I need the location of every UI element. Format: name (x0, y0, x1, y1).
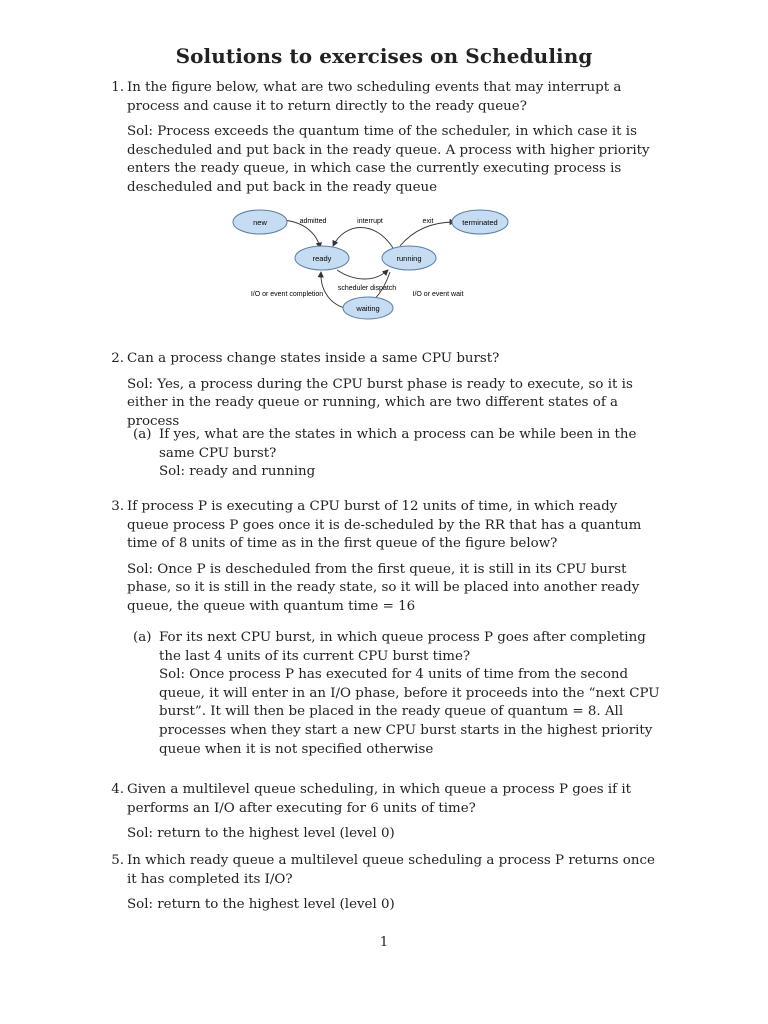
state-label: terminated (462, 218, 498, 227)
state-label: waiting (356, 304, 380, 313)
edge-label-io-completion: I/O or event completion (250, 291, 324, 298)
edge-label-interrupt: interrupt (357, 218, 383, 225)
exercise-number: 4. (111, 782, 124, 797)
subpart-question: If yes, what are the states in which a process can be while been in the same CPU burst? (159, 427, 637, 461)
state-label: new (253, 218, 267, 227)
exercise-solution: Sol: return to the highest level (level 0) (127, 897, 395, 913)
edge-label-admitted: admitted (299, 218, 327, 225)
subpart-solution: Sol: Once process P has executed for 4 units of time from the second queue, it will enter in an I/O phase, before it proceeds into the “next CPU burst”. It will then be placed in the ready queue of quantum = 8. All processes when they start a new CPU burst starts in the highest priority queue when it is not specified otherwise (159, 667, 660, 757)
exercise-solution: Sol: Process exceeds the quantum time of the scheduler, in which case it is descheduled and put back in the ready queue. A process with higher priority enters the ready queue, in which case the currently executing process is descheduled and put back in the ready queue (127, 124, 650, 195)
exercise-question: Can a process change states inside a same CPU burst? (127, 351, 500, 366)
exercise-solution: Sol: Once P is descheduled from the first queue, it is still in its CPU burst phase, so it is still in the ready state, so it will be placed into another ready queue, the queue with quantum time = 16 (127, 561, 640, 614)
state-ready (295, 246, 349, 270)
exercise-question: If process P is executing a CPU burst of 12 units of time, in which ready queue process P goes once it is de-scheduled by the RR that has a quantum time of 8 units of time as in the first queue of the figure below? (127, 499, 642, 552)
edge-label-exit: exit (422, 218, 434, 225)
exercise-number: 5. (111, 853, 124, 868)
state-new (233, 210, 287, 234)
page-number: 1 (379, 935, 389, 950)
subpart-solution: Sol: ready and running (159, 464, 316, 480)
subpart-question: For its next CPU burst, in which queue process P goes after completing the last 4 units of its current CPU burst time? (159, 630, 646, 664)
state-label: ready (312, 254, 332, 263)
edge-interrupt (333, 228, 393, 249)
exercise-number: 2. (111, 351, 124, 366)
exercise-question: In which ready queue a multilevel queue scheduling a process P returns once it has completed its I/O? (127, 853, 655, 887)
exercise-question: In the figure below, what are two scheduling events that may interrupt a process and cause it to return directly to the ready queue? (127, 80, 622, 114)
state-terminated (452, 210, 508, 234)
edge-label-dispatch: scheduler dispatch (337, 285, 397, 292)
subpart-label: (a) (133, 630, 152, 645)
exercise-number: 1. (111, 80, 124, 95)
exercise-number: 3. (111, 499, 124, 514)
state-running (382, 246, 436, 270)
exercise-solution: Sol: Yes, a process during the CPU burst phase is ready to execute, so it is either in the ready queue or running, which are two different states of a process (127, 376, 633, 429)
subpart-label: (a) (133, 427, 152, 442)
edge-exit (400, 222, 455, 246)
state-waiting (343, 297, 393, 319)
edge-label-io-wait: I/O or event wait (412, 291, 464, 298)
process-state-diagram (225, 200, 525, 328)
page-title: Solutions to exercises on Scheduling (175, 44, 593, 68)
edge-dispatch (337, 270, 388, 279)
state-label: running (396, 254, 422, 263)
exercise-solution: Sol: return to the highest level (level 0) (127, 826, 395, 842)
exercise-question: Given a multilevel queue scheduling, in which queue a process P goes if it performs an I/O after executing for 6 units of time? (127, 782, 632, 816)
